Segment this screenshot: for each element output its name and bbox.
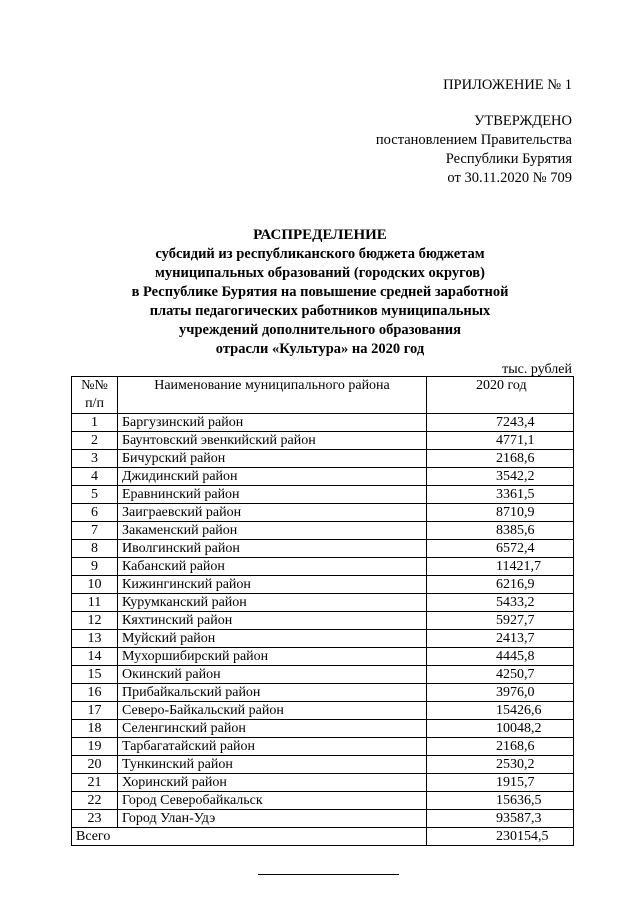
- row-value: 7243,4: [427, 414, 574, 432]
- approved-by-line-1: постановлением Правительства: [375, 132, 572, 148]
- title-line: в Республике Бурятия на повышение средней заработной: [131, 284, 509, 300]
- table-row: [72, 756, 574, 774]
- row-num: 1: [72, 414, 118, 432]
- title-line: субсидий из республиканского бюджета бюджетам: [155, 246, 485, 262]
- title-line: учреждений дополнительного образования: [179, 322, 461, 338]
- table-row: [72, 792, 574, 810]
- row-num: 3: [72, 450, 118, 468]
- row-num: 18: [72, 720, 118, 738]
- row-value: 6216,9: [427, 576, 574, 594]
- table-row: [72, 684, 574, 702]
- approved-date: от 30.11.2020 № 709: [447, 170, 572, 186]
- row-num: 11: [72, 594, 118, 612]
- footer-divider: [258, 874, 399, 875]
- row-name: Город Улан-Удэ: [118, 810, 427, 828]
- row-num: 15: [72, 666, 118, 684]
- row-name: Кабанский район: [118, 558, 427, 576]
- table-row: [72, 648, 574, 666]
- table-row: [72, 738, 574, 756]
- row-name: Кижингинский район: [118, 576, 427, 594]
- row-num: 12: [72, 612, 118, 630]
- table-row: [72, 486, 574, 504]
- row-value: 2168,6: [427, 738, 574, 756]
- approval-block: [376, 112, 572, 188]
- row-name: Заиграевский район: [118, 504, 427, 522]
- row-num: 19: [72, 738, 118, 756]
- row-value: 93587,3: [427, 810, 574, 828]
- title-line: муниципальных образований (городских округов): [155, 265, 485, 281]
- table-row: [72, 720, 574, 738]
- row-value: 4771,1: [427, 432, 574, 450]
- row-num: 17: [72, 702, 118, 720]
- table-row: [72, 414, 574, 432]
- row-num: 22: [72, 792, 118, 810]
- row-name: Селенгинский район: [118, 720, 427, 738]
- appendix-label: ПРИЛОЖЕНИЕ № 1: [443, 77, 572, 93]
- approved-by-line-2: Республики Бурятия: [445, 151, 572, 167]
- table-row: [72, 504, 574, 522]
- title-line: отрасли «Культура» на 2020 год: [215, 341, 425, 357]
- row-name: Баунтовский эвенкийский район: [118, 432, 427, 450]
- total-row: [72, 828, 574, 846]
- table-row: [72, 540, 574, 558]
- row-name: Иволгинский район: [118, 540, 427, 558]
- row-value: 4250,7: [427, 666, 574, 684]
- table-row: [72, 612, 574, 630]
- row-value: 6572,4: [427, 540, 574, 558]
- row-value: 11421,7: [427, 558, 574, 576]
- row-num: 9: [72, 558, 118, 576]
- row-name: Мухоршибирский район: [118, 648, 427, 666]
- row-value: 2413,7: [427, 630, 574, 648]
- table-header-row: [72, 377, 574, 414]
- row-value: 1915,7: [427, 774, 574, 792]
- row-num: 8: [72, 540, 118, 558]
- row-name: Муйский район: [118, 630, 427, 648]
- table-row: [72, 774, 574, 792]
- approved-label: УТВЕРЖДЕНО: [474, 113, 572, 129]
- table-row: [72, 630, 574, 648]
- row-num: 4: [72, 468, 118, 486]
- row-value: 2168,6: [427, 450, 574, 468]
- row-num: 5: [72, 486, 118, 504]
- row-value: 8710,9: [427, 504, 574, 522]
- table-row: [72, 666, 574, 684]
- table-row: [72, 468, 574, 486]
- table-row: [72, 810, 574, 828]
- row-value: 3976,0: [427, 684, 574, 702]
- row-name: Баргузинский район: [118, 414, 427, 432]
- header-value: 2020 год: [427, 377, 574, 414]
- row-num: 16: [72, 684, 118, 702]
- row-name: Джидинский район: [118, 468, 427, 486]
- row-value: 15636,5: [427, 792, 574, 810]
- row-name: Бичурский район: [118, 450, 427, 468]
- row-num: 21: [72, 774, 118, 792]
- row-num: 20: [72, 756, 118, 774]
- row-name: Город Северобайкальск: [118, 792, 427, 810]
- header-num: №№ п/п: [72, 377, 118, 414]
- table-row: [72, 594, 574, 612]
- row-value: 2530,2: [427, 756, 574, 774]
- row-name: Кяхтинский район: [118, 612, 427, 630]
- title-line: платы педагогических работников муниципальных: [149, 303, 491, 319]
- row-num: 23: [72, 810, 118, 828]
- row-name: Закаменский район: [118, 522, 427, 540]
- total-value: 230154,5: [427, 828, 574, 846]
- row-num: 6: [72, 504, 118, 522]
- table-row: [72, 702, 574, 720]
- table-row: [72, 432, 574, 450]
- row-value: 15426,6: [427, 702, 574, 720]
- row-name: Прибайкальский район: [118, 684, 427, 702]
- table-row: [72, 558, 574, 576]
- row-name: Окинский район: [118, 666, 427, 684]
- row-name: Хоринский район: [118, 774, 427, 792]
- row-value: 5927,7: [427, 612, 574, 630]
- total-label: Всего: [72, 828, 427, 846]
- row-name: Курумканский район: [118, 594, 427, 612]
- table-row: [72, 450, 574, 468]
- row-value: 4445,8: [427, 648, 574, 666]
- title-main: РАСПРЕДЕЛЕНИЕ: [253, 227, 387, 243]
- row-num: 10: [72, 576, 118, 594]
- row-num: 14: [72, 648, 118, 666]
- row-value: 10048,2: [427, 720, 574, 738]
- row-num: 7: [72, 522, 118, 540]
- row-value: 3361,5: [427, 486, 574, 504]
- row-num: 13: [72, 630, 118, 648]
- subsidy-table: [71, 376, 574, 846]
- row-value: 5433,2: [427, 594, 574, 612]
- table-row: [72, 522, 574, 540]
- row-name: Тарбагатайский район: [118, 738, 427, 756]
- row-name: Северо-Байкальский район: [118, 702, 427, 720]
- row-name: Еравнинский район: [118, 486, 427, 504]
- row-name: Тункинский район: [118, 756, 427, 774]
- row-num: 2: [72, 432, 118, 450]
- units-label: тыс. рублей: [502, 362, 572, 377]
- table-row: [72, 576, 574, 594]
- header-name: Наименование муниципального района: [118, 377, 427, 414]
- row-value: 3542,2: [427, 468, 574, 486]
- row-value: 8385,6: [427, 522, 574, 540]
- document-title: [0, 226, 640, 359]
